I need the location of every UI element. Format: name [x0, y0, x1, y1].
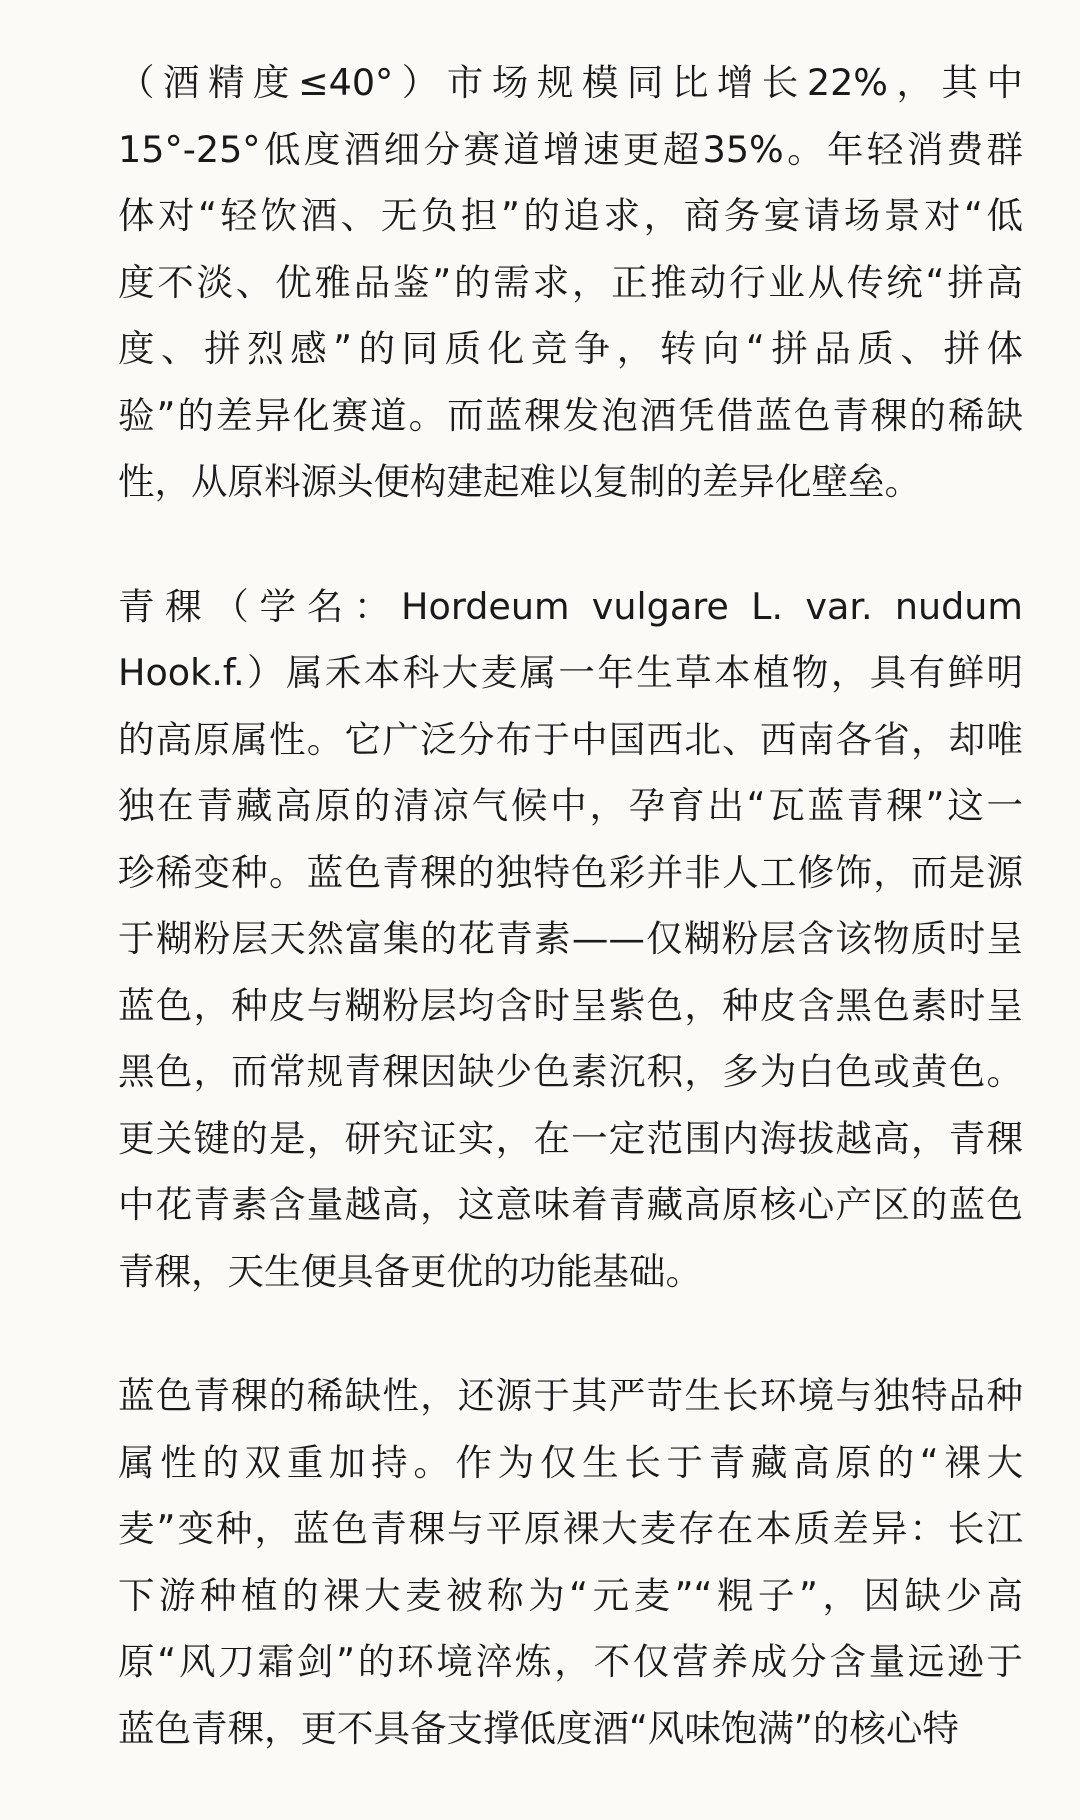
- text-line: Hook.f.）属禾本科大麦属一年生草本植物，具有鲜明: [118, 651, 1023, 694]
- text-line: 中花青素含量越高，这意味着青藏高原核心产区的蓝色: [118, 1183, 1023, 1226]
- text-line: （酒精度≤40°）市场规模同比增长22%，其中: [118, 61, 1023, 104]
- article-body: [118, 50, 1023, 1820]
- text-line: 验”的差异化赛道。而蓝稞发泡酒凭借蓝色青稞的稀缺: [118, 393, 1023, 437]
- text-line: 的高原属性。它广泛分布于中国西北、西南各省，却唯: [118, 717, 1023, 761]
- text-line: 下游种植的裸大麦被称为“元麦”“粯子”，因缺少高: [118, 1573, 1023, 1617]
- text-line: 青稞，天生便具备更优的功能基础。: [118, 1249, 702, 1293]
- text-line: 珍稀变种。蓝色青稞的独特色彩并非人工修饰，而是源: [118, 850, 1023, 894]
- text-line: 独在青藏高原的清凉气候中，孕育出“瓦蓝青稞”这一: [118, 784, 1023, 827]
- text-line: 更关键的是，研究证实，在一定范围内海拔越高，青稞: [118, 1116, 1023, 1160]
- text-line: 属性的双重加持。作为仅生长于青藏高原的“裸大: [118, 1440, 1023, 1484]
- text-line: 麦”变种，蓝色青稞与平原裸大麦存在本质差异：长江: [118, 1507, 1023, 1550]
- text-line: 于糊粉层天然富集的花青素——仅糊粉层含该物质时呈: [118, 917, 1023, 960]
- text-line: 性，从原料源头便构建起难以复制的差异化壁垒。: [118, 460, 921, 503]
- text-line: 蓝色青稞的稀缺性，还源于其严苛生长环境与独特品种: [118, 1374, 1023, 1417]
- text-line: 蓝色，种皮与糊粉层均含时呈紫色，种皮含黑色素时呈: [118, 983, 1023, 1027]
- text-line: 原“风刀霜剑”的环境淬炼，不仅营养成分含量远逊于: [118, 1640, 1023, 1683]
- paragraph-market: [118, 50, 1023, 516]
- paragraph-scarcity: [118, 1363, 1023, 1762]
- text-line: 黑色，而常规青稞因缺少色素沉积，多为白色或黄色。: [118, 1050, 1023, 1093]
- text-line: 青稞（学名：Hordeum vulgare L. var. nudum: [118, 584, 1023, 628]
- text-line: 体对“轻饮酒、无负担”的追求，商务宴请场景对“低: [118, 194, 1023, 237]
- text-line: 度、拼烈感”的同质化竞争，转向“拼品质、拼体: [118, 327, 1023, 370]
- paragraph-highland-barley: [118, 574, 1023, 1306]
- text-line: 度不淡、优雅品鉴”的需求，正推动行业从传统“拼高: [118, 260, 1023, 304]
- text-line: 15°-25°低度酒细分赛道增速更超35%。年轻消费群: [118, 127, 1023, 171]
- text-line: 蓝色青稞，更不具备支撑低度酒“风味饱满”的核心特: [118, 1706, 959, 1750]
